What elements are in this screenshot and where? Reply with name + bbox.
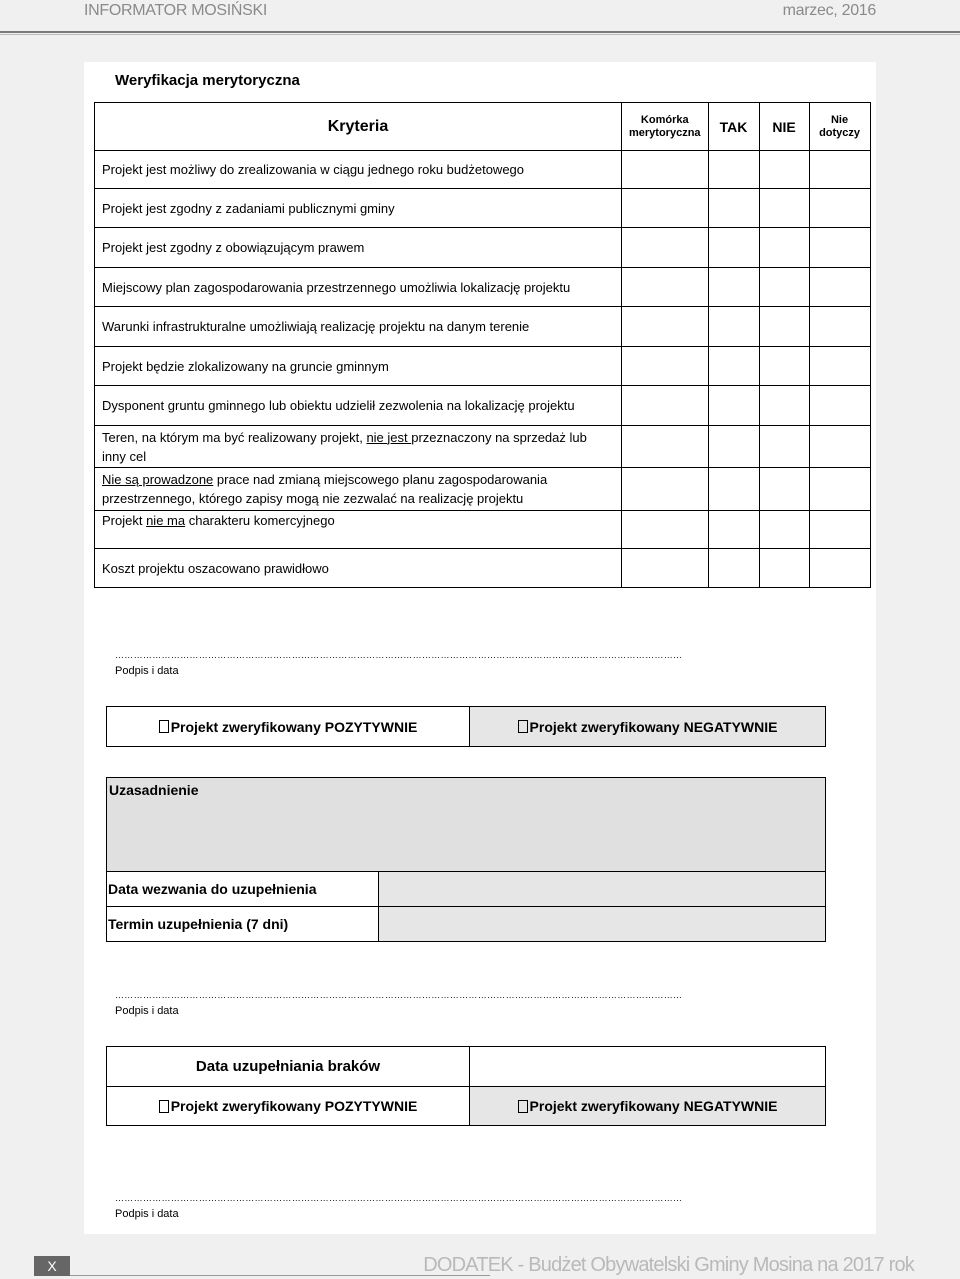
table-row xyxy=(95,268,871,307)
criterion-text: Projekt jest zgodny z zadaniami publicznymi gminy xyxy=(95,189,622,228)
deadline-label: Termin uzupełnienia (7 dni) xyxy=(107,907,379,942)
nie-dotyczy-cell[interactable] xyxy=(809,189,870,228)
header-nie: NIE xyxy=(759,103,809,151)
checkbox-icon[interactable] xyxy=(159,1100,169,1113)
negative-label: Projekt zweryfikowany NEGATYWNIE xyxy=(529,718,778,735)
footer-caption: DODATEK - Budżet Obywatelski Gminy Mosina na 2017 rok xyxy=(423,1254,914,1276)
justification-label: Uzasadnienie xyxy=(109,782,199,798)
nie-cell[interactable] xyxy=(759,151,809,189)
table-row xyxy=(95,426,871,468)
nie-cell[interactable] xyxy=(759,347,809,386)
criterion-text xyxy=(95,511,622,549)
negative-label: Projekt zweryfikowany NEGATYWNIE xyxy=(529,1098,778,1114)
section-title: Weryfikacja merytoryczna xyxy=(115,72,300,89)
header-divider xyxy=(0,31,960,33)
komorka-cell[interactable] xyxy=(622,386,709,426)
header-tak: TAK xyxy=(708,103,759,151)
negative-option[interactable] xyxy=(470,707,825,746)
komorka-cell[interactable] xyxy=(622,189,709,228)
komorka-cell[interactable] xyxy=(622,268,709,307)
criterion-text: Projekt jest zgodny z obowiązującym prawem xyxy=(95,228,622,268)
table-row xyxy=(95,307,871,347)
tak-cell[interactable] xyxy=(708,386,759,426)
header-nie-dotyczy-line2: dotyczy xyxy=(819,126,861,139)
nie-dotyczy-cell[interactable] xyxy=(809,268,870,307)
signature-line: ………………………………………………………………………………………………………………………………………………………………… xyxy=(115,650,683,660)
signature-label: Podpis i data xyxy=(115,1005,179,1017)
table-row xyxy=(95,549,871,588)
tak-cell[interactable] xyxy=(708,151,759,189)
checkbox-icon[interactable] xyxy=(518,720,528,733)
nie-dotyczy-cell[interactable] xyxy=(809,468,870,511)
table-row xyxy=(95,511,871,549)
nie-dotyczy-cell[interactable] xyxy=(809,151,870,189)
table-row xyxy=(95,386,871,426)
nie-dotyczy-cell[interactable] xyxy=(809,228,870,268)
nie-cell[interactable] xyxy=(759,268,809,307)
criterion-part: przeznaczony na sprzedaż lub inny cel xyxy=(102,429,587,464)
positive-label: Projekt zweryfikowany POZYTYWNIE xyxy=(170,1098,418,1114)
checkbox-icon[interactable] xyxy=(518,1100,528,1113)
criterion-text: Koszt projektu oszacowano prawidłowo xyxy=(95,549,622,588)
header-komorka-line2: merytoryczna xyxy=(629,126,701,139)
criterion-underlined: Nie są prowadzone xyxy=(102,472,214,487)
nie-cell[interactable] xyxy=(759,511,809,549)
justification-box[interactable] xyxy=(106,777,826,872)
signature-label: Podpis i data xyxy=(115,665,179,677)
criterion-text: Dysponent gruntu gminnego lub obiektu udzielił zezwolenia na lokalizację projektu xyxy=(95,386,622,426)
header-nie-dotyczy xyxy=(809,103,870,151)
criterion-part: Projekt xyxy=(102,513,147,528)
table-row xyxy=(95,468,871,511)
nie-dotyczy-cell[interactable] xyxy=(809,426,870,468)
signature-line: ………………………………………………………………………………………………………………………………………………………………… xyxy=(115,990,683,1000)
komorka-cell[interactable] xyxy=(622,151,709,189)
tak-cell[interactable] xyxy=(708,228,759,268)
issue-date: marzec, 2016 xyxy=(782,2,876,19)
nie-dotyczy-cell[interactable] xyxy=(809,549,870,588)
deadline-value[interactable] xyxy=(379,907,826,942)
header-nie-dotyczy-line1: Nie xyxy=(830,113,849,126)
criterion-part: charakteru komercyjnego xyxy=(185,513,335,528)
footer-tab: X xyxy=(34,1256,70,1276)
criterion-text xyxy=(95,468,622,511)
supplement-request-table xyxy=(106,871,826,942)
supplement-date-value[interactable] xyxy=(470,1047,825,1087)
tak-cell[interactable] xyxy=(708,268,759,307)
positive-label: Projekt zweryfikowany POZYTYWNIE xyxy=(170,718,418,735)
negative-option[interactable] xyxy=(470,1087,825,1125)
table-row xyxy=(95,228,871,268)
header-kryteria: Kryteria xyxy=(95,103,622,151)
header-komorka xyxy=(622,103,709,151)
criterion-text: Miejscowy plan zagospodarowania przestrzennego umożliwia lokalizację projektu xyxy=(95,268,622,307)
tak-cell[interactable] xyxy=(708,307,759,347)
deadline-row xyxy=(107,907,826,942)
verification-result xyxy=(106,706,826,747)
komorka-cell[interactable] xyxy=(622,549,709,588)
tak-cell[interactable] xyxy=(708,511,759,549)
komorka-cell[interactable] xyxy=(622,468,709,511)
supplement-box xyxy=(106,1046,826,1126)
nie-cell[interactable] xyxy=(759,189,809,228)
signature-label: Podpis i data xyxy=(115,1208,179,1220)
nie-cell[interactable] xyxy=(759,386,809,426)
tak-cell[interactable] xyxy=(708,426,759,468)
tak-cell[interactable] xyxy=(708,549,759,588)
criterion-part: Teren, na którym ma być realizowany projekt, xyxy=(102,429,367,445)
nie-dotyczy-cell[interactable] xyxy=(809,307,870,347)
table-row xyxy=(95,151,871,189)
nie-dotyczy-cell[interactable] xyxy=(809,386,870,426)
checkbox-icon[interactable] xyxy=(159,720,169,733)
page-header xyxy=(0,0,960,36)
criterion-text: Warunki infrastrukturalne umożliwiają realizację projektu na danym terenie xyxy=(95,307,622,347)
tak-cell[interactable] xyxy=(708,347,759,386)
tak-cell[interactable] xyxy=(708,468,759,511)
criterion-underlined: nie jest xyxy=(366,429,412,445)
criterion-text xyxy=(95,426,622,468)
komorka-cell[interactable] xyxy=(622,511,709,549)
supplement-date-label: Data uzupełniania braków xyxy=(107,1047,470,1087)
criteria-table xyxy=(94,102,871,588)
positive-option[interactable] xyxy=(107,707,470,746)
request-date-value[interactable] xyxy=(379,872,826,907)
nie-dotyczy-cell[interactable] xyxy=(809,511,870,549)
publication-title: INFORMATOR MOSIŃSKI xyxy=(84,2,268,19)
request-date-label: Data wezwania do uzupełnienia xyxy=(107,872,379,907)
nie-cell[interactable] xyxy=(759,426,809,468)
table-row xyxy=(95,347,871,386)
nie-cell[interactable] xyxy=(759,549,809,588)
positive-option[interactable] xyxy=(107,1087,470,1125)
nie-cell[interactable] xyxy=(759,228,809,268)
request-date-row xyxy=(107,872,826,907)
header-divider-thin xyxy=(0,34,960,35)
nie-cell[interactable] xyxy=(759,307,809,347)
komorka-cell[interactable] xyxy=(622,426,709,468)
criterion-underlined: nie ma xyxy=(146,513,186,528)
criterion-part: prace nad zmianą miejscowego planu zagospodarowania przestrzennego, którego zapisy mogą nie zezwalać na realizację projektu xyxy=(102,472,548,506)
komorka-cell[interactable] xyxy=(622,347,709,386)
table-header-row xyxy=(95,103,871,151)
header-komorka-line1: Komórka xyxy=(640,113,689,126)
criterion-text: Projekt jest możliwy do zrealizowania w ciągu jednego roku budżetowego xyxy=(95,151,622,189)
tak-cell[interactable] xyxy=(708,189,759,228)
komorka-cell[interactable] xyxy=(622,228,709,268)
nie-dotyczy-cell[interactable] xyxy=(809,347,870,386)
nie-cell[interactable] xyxy=(759,468,809,511)
table-row xyxy=(95,189,871,228)
komorka-cell[interactable] xyxy=(622,307,709,347)
signature-line: ………………………………………………………………………………………………………………………………………………………………… xyxy=(115,1193,683,1203)
criterion-text: Projekt będzie zlokalizowany na gruncie gminnym xyxy=(95,347,622,386)
